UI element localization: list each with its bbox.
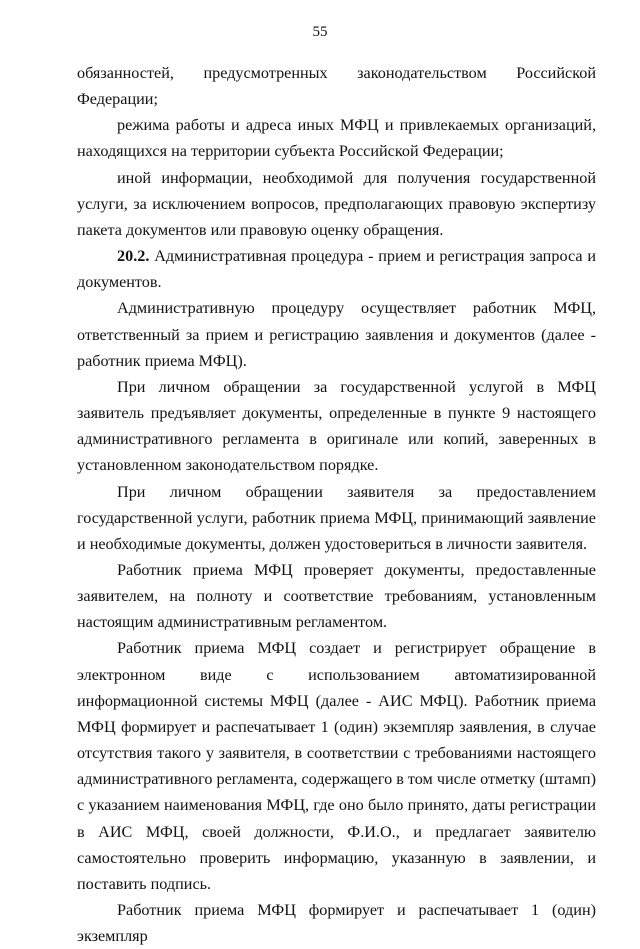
- paragraph: иной информации, необходимой для получения государственной услуги, за исключением вопросов, предполагающих правовую экспертизу пакета документов или правовую оценку обращения.: [77, 168, 596, 239]
- paragraph: режима работы и адреса иных МФЦ и привлекаемых организаций, находящихся на территории субъекта Российской Федерации;: [77, 116, 596, 161]
- section-heading-text: Административная процедура - прием и регистрация запроса и документов.: [77, 247, 596, 292]
- section-paragraph: [77, 243, 596, 295]
- paragraph: Работник приема МФЦ проверяет документы, предоставленные заявителем, на полноту и соответствие требованиям, установленным настоящим административным регламентом.: [77, 560, 596, 632]
- paragraph: При личном обращении за государственной услугой в МФЦ заявитель предъявляет документы, определенные в пункте 9 настоящего административного регламента в оригинале или копий, заверенных в установленном законодательством порядке.: [77, 377, 596, 475]
- paragraph: Административную процедуру осуществляет работник МФЦ, ответственный за прием и регистрацию заявления и документов (далее - работник приема МФЦ).: [77, 299, 596, 370]
- paragraph: обязанностей, предусмотренных законодательством Российской Федерации;: [77, 64, 596, 109]
- paragraph: Работник приема МФЦ создает и регистрирует обращение в электронном виде с использованием автоматизированной информационной системы МФЦ (далее - АИС МФЦ). Работник приема МФЦ формирует и распечатывает 1 (один) экземпляр заявления, в случае отсутствия такого у заявителя, в соответствии с требованиями настоящего административного регламента, содержащего в том числе отметку (штамп) с указанием наименования МФЦ, где оно было принято, даты регистрации в АИС МФЦ, своей должности, Ф.И.О., и предлагает заявителю самостоятельно проверить информацию, указанную в заявлении, и поставить подпись.: [77, 639, 596, 893]
- paragraph: При личном обращении заявителя за предоставлением государственной услуги, работник приема МФЦ, принимающий заявление и необходимые документы, должен удостовериться в личности заявителя.: [77, 482, 596, 553]
- section-number: 20.2.: [117, 247, 150, 266]
- page-number: 55: [312, 24, 328, 40]
- document-body: [77, 60, 596, 949]
- paragraph: Работник приема МФЦ формирует и распечатывает 1 (один) экземпляр: [77, 901, 596, 946]
